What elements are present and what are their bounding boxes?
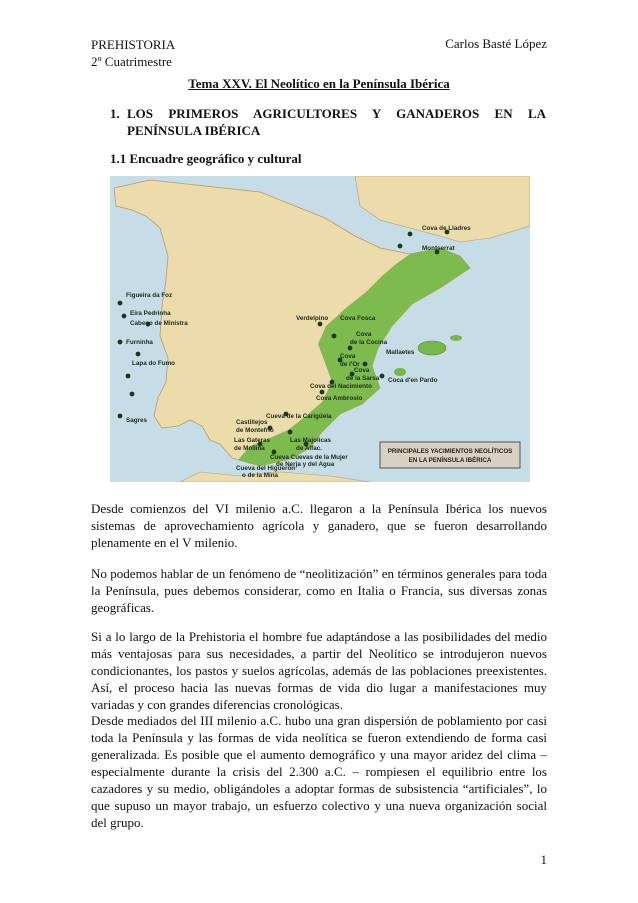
site-dot <box>318 322 323 327</box>
site-label: de Mollina <box>234 445 265 452</box>
site-dot <box>136 352 141 357</box>
site-label: Cova del Nacimiento <box>310 383 372 390</box>
site-dot <box>118 301 123 306</box>
legend-line2: EN LA PENÍNSULA IBÉRICA <box>408 457 492 464</box>
legend-line1: PRINCIPALES YACIMIENTOS NEOLÍTICOS <box>387 448 513 455</box>
section-heading-line1: LOS PRIMEROS AGRICULTORES Y GANADEROS EN LA <box>127 106 546 121</box>
site-label: Cova Ambrosio <box>316 395 363 402</box>
site-label: de Nerja y del Agua <box>276 461 335 468</box>
site-label: de l'Or <box>340 361 360 368</box>
paragraph-2: No podemos hablar de un fenómeno de “neolitización” en términos generales para toda la Península, pues debemos considerar, como en Italia o Francia, sus diversas zonas geográficas. <box>91 566 547 615</box>
site-dot <box>130 392 135 397</box>
map-legend <box>380 442 520 468</box>
page-number: 1 <box>540 852 547 867</box>
header-term: 2º Cuatrimestre <box>91 54 172 69</box>
site-dot <box>408 232 413 237</box>
site-label: Figueira da Foz <box>126 292 173 299</box>
header-subject: PREHISTORIA <box>91 37 176 52</box>
site-label: Coca d'en Pardo <box>388 377 438 384</box>
running-header-left <box>91 36 175 70</box>
site-dot <box>118 340 123 345</box>
paragraph-3: Si a lo largo de la Prehistoria el hombre fue adaptándose a las posibilidades del medio más ventajosas para sus necesidades, a partir del Neolítico se introdujeron nuevos condicionantes, los pastos y suelos agrícolas, además de las poblaciones preexistentes. Así, el proceso hacia las nuevas formas de vida dio lugar a manifestaciones muy variadas y con grandes diferencias cronológicas. <box>91 629 547 712</box>
paragraph-4: Desde mediados del III milenio a.C. hubo una gran dispersión de poblamiento por casi toda la Península y las formas de vida neolítica se fueron extendiendo de forma casi generalizada. Es posible que el aumento demográfico y una mayor aridez del clima – especialmente durante la crisis del 2.300 a.C. – rompiesen el equilibrio entre los cazadores y su medio, obligándoles a adoptar formas de subsistencia “artificiales”, lo que supuso un mayor trabajo, un esfuerzo colectivo y una nueva organización social del grupo. <box>91 713 547 830</box>
site-label: Cova Fosca <box>340 315 376 322</box>
site-dot <box>348 346 353 351</box>
site-label: Cova <box>356 331 372 338</box>
site-label: Sagres <box>126 417 148 424</box>
site-label: de Alfac. <box>296 445 323 452</box>
document-title: Tema XXV. El Neolítico en la Península Ibérica <box>188 76 450 91</box>
site-label: Cueva de la Carigüela <box>266 413 332 420</box>
site-label: de la Sarsa <box>346 375 380 382</box>
site-dot <box>122 314 127 319</box>
site-label: Cova de Lladres <box>422 225 471 232</box>
site-dot <box>363 362 368 367</box>
ibiza-island <box>394 368 406 376</box>
site-dot <box>398 244 403 249</box>
subsection-heading: 1.1 Encuadre geográfico y cultural <box>110 151 302 166</box>
site-label: Cueva Cuevas de la Mujer <box>270 454 348 461</box>
site-label: Cueva del Higuerón <box>236 465 296 472</box>
site-label: Cabeço de Ministra <box>130 320 188 327</box>
site-label: de la Cocina <box>350 339 388 346</box>
site-label: Montserrat <box>422 245 455 252</box>
site-label: Eira Pedrinha <box>130 310 171 317</box>
section-number: 1. <box>110 106 120 121</box>
paragraph-1: Desde comienzos del VI milenio a.C. llegaron a la Península Ibérica los nuevos sistemas de aprovechamiento agrícola y ganadero, que se fueron desarrollando plenamente en el V milenio. <box>91 501 547 550</box>
site-label: o de la Mina <box>242 472 279 479</box>
site-label: Furninha <box>126 339 153 346</box>
menorca-island <box>450 335 462 341</box>
site-label: Lapa do Fumo <box>132 360 176 367</box>
site-dot <box>118 414 123 419</box>
site-dot <box>332 334 337 339</box>
site-label: Cova <box>354 367 370 374</box>
site-dot <box>126 374 131 379</box>
legend-box <box>380 442 520 468</box>
site-label: de Montefrío <box>236 427 274 434</box>
site-label: Las Gateras <box>234 437 271 444</box>
site-dot <box>288 430 293 435</box>
site-label: Cova <box>340 353 356 360</box>
site-label: Las Majolicas <box>290 437 331 444</box>
site-label: Verdelpino <box>296 315 329 322</box>
map-svg <box>110 176 530 482</box>
section-heading-line2: PENÍNSULA IBÉRICA <box>127 123 261 138</box>
site-dot <box>380 374 385 379</box>
site-label: Mallaetes <box>386 349 415 356</box>
site-label: Castillejos <box>236 419 268 426</box>
header-author: Carlos Basté López <box>445 36 547 51</box>
site-dot <box>320 390 325 395</box>
mallorca-island <box>418 341 446 355</box>
neolithic-sites-map <box>110 176 530 482</box>
